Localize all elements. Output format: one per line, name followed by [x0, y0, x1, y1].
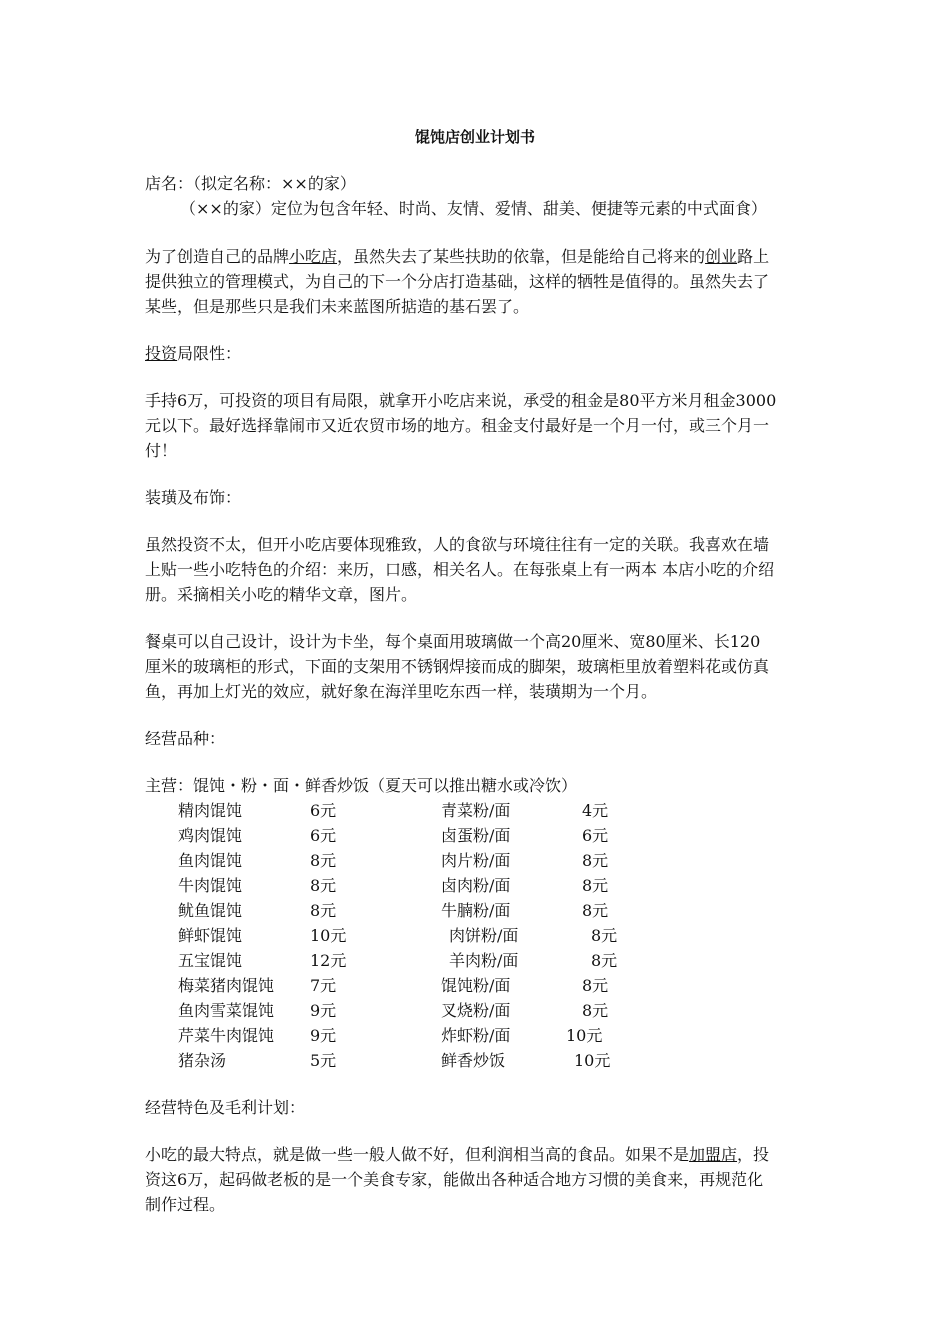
- right-dish-name: 鲜香炒饭: [441, 1051, 506, 1070]
- menu-row: [0, 1024, 950, 1048]
- left-dish-name: 猪杂汤: [178, 1051, 227, 1070]
- left-dish-name: 梅菜猪肉馄饨: [178, 976, 275, 995]
- right-dish-name: 青菜粉/面: [441, 801, 511, 820]
- left-dish-name: 五宝馄饨: [178, 951, 243, 970]
- left-dish-price: 8元: [310, 851, 337, 870]
- table-design-line-1: 餐桌可以自己设计，设计为卡坐，每个桌面用玻璃做一个高20厘米、宽80厘米、长120: [145, 632, 761, 651]
- right-dish-price: 8元: [582, 1001, 609, 1020]
- invest-line-1: 手持6万，可投资的项目有局限，就拿开小吃店来说，承受的租金是80平方米月租金3000: [145, 391, 777, 410]
- left-dish-price: 6元: [310, 826, 337, 845]
- left-dish-price: 5元: [310, 1051, 337, 1070]
- right-dish-price: 8元: [582, 876, 609, 895]
- left-dish-price: 6元: [310, 801, 337, 820]
- menu-row: [0, 999, 950, 1023]
- invest-heading-text: 局限性：: [177, 344, 242, 363]
- menu-row: [0, 899, 950, 923]
- main-offerings-line: 主营：馄饨・粉・面・鲜香炒饭（夏天可以推出糖水或冷饮）: [145, 776, 578, 795]
- intro-line-2: 提供独立的管理模式，为自己的下一个分店打造基础，这样的牺牲是值得的。虽然失去了: [145, 272, 770, 291]
- decor-line-1: 虽然投资不太，但开小吃店要体现雅致，人的食欲与环境往往有一定的关联。我喜欢在墙: [145, 535, 770, 554]
- decor-line-3: 册。采摘相关小吃的精华文章，图片。: [145, 585, 418, 604]
- decor-heading: 装璜及布饰：: [145, 488, 242, 507]
- intro-text: ，虽然失去了某些扶助的依靠，但是能给自己将来的: [337, 247, 706, 266]
- left-dish-price: 7元: [310, 976, 337, 995]
- intro-text: 路上: [737, 247, 770, 266]
- left-dish-name: 芹菜牛肉馄饨: [178, 1026, 275, 1045]
- profit-line-2: 资这6万，起码做老板的是一个美食专家，能做出各种适合地方习惯的美食来，再规范化: [145, 1170, 764, 1189]
- left-dish-name: 鸡肉馄饨: [178, 826, 243, 845]
- profit-heading: 经营特色及毛利计划：: [145, 1098, 306, 1117]
- right-dish-name: 牛腩粉/面: [441, 901, 511, 920]
- left-dish-name: 精肉馄饨: [178, 801, 243, 820]
- table-design-line-2: 厘米的玻璃柜的形式，下面的支架用不锈钢焊接而成的脚架，玻璃柜里放着塑料花或仿真: [145, 657, 770, 676]
- left-dish-name: 鱼肉雪菜馄饨: [178, 1001, 275, 1020]
- positioning-line: （××的家）定位为包含年轻、时尚、友情、爱情、甜美、便捷等元素的中式面食）: [180, 199, 767, 218]
- shop-name-line: 店名：（拟定名称：××的家）: [145, 174, 356, 193]
- right-dish-name: 卤蛋粉/面: [441, 826, 511, 845]
- right-dish-name: 馄饨粉/面: [441, 976, 511, 995]
- right-dish-name: 炸虾粉/面: [441, 1026, 511, 1045]
- right-dish-name: 肉片粉/面: [441, 851, 511, 870]
- right-dish-price: 4元: [582, 801, 609, 820]
- left-dish-price: 9元: [310, 1026, 337, 1045]
- right-dish-name: 叉烧粉/面: [441, 1001, 511, 1020]
- intro-line-3: 某些，但是那些只是我们未来蓝图所掂造的基石罢了。: [145, 297, 530, 316]
- right-dish-price: 8元: [582, 901, 609, 920]
- invest-line-3: 付！: [145, 441, 178, 460]
- investment-link[interactable]: 投资: [145, 344, 178, 363]
- left-dish-name: 鲜虾馄饨: [178, 926, 243, 945]
- invest-heading: [145, 342, 825, 366]
- left-dish-price: 8元: [310, 901, 337, 920]
- table-design-line-3: 鱼，再加上灯光的效应，就好象在海洋里吃东西一样，装璜期为一个月。: [145, 682, 658, 701]
- menu-row: [0, 949, 950, 973]
- menu-row: [0, 799, 950, 823]
- intro-text: 为了创造自己的品牌: [145, 247, 290, 266]
- left-dish-price: 10元: [310, 926, 347, 945]
- left-dish-name: 鱿鱼馄饨: [178, 901, 243, 920]
- intro-line-1: [145, 245, 825, 269]
- left-dish-name: 鱼肉馄饨: [178, 851, 243, 870]
- decor-line-2: 上贴一些小吃特色的介绍：来历，口感，相关名人。在每张桌上有一两本 本店小吃的介绍: [145, 560, 775, 579]
- right-dish-price: 10元: [566, 1026, 603, 1045]
- menu-row: [0, 924, 950, 948]
- snack-shop-link[interactable]: 小吃店: [289, 247, 338, 266]
- franchise-store-link[interactable]: 加盟店: [689, 1145, 738, 1164]
- menu-row: [0, 874, 950, 898]
- document-title: 馄饨店创业计划书: [414, 128, 535, 146]
- right-dish-price: 8元: [582, 976, 609, 995]
- right-dish-price: 8元: [582, 851, 609, 870]
- menu-row: [0, 824, 950, 848]
- profit-text: 小吃的最大特点，就是做一些一般人做不好，但利润相当高的食品。如果不是: [145, 1145, 690, 1164]
- left-dish-name: 牛肉馄饨: [178, 876, 243, 895]
- right-dish-price: 8元: [591, 926, 618, 945]
- profit-text: ，投: [737, 1145, 770, 1164]
- profit-line-1: [145, 1143, 825, 1167]
- menu-row: [0, 1049, 950, 1073]
- profit-line-3: 制作过程。: [145, 1195, 226, 1214]
- right-dish-price: 8元: [591, 951, 618, 970]
- right-dish-name: 羊肉粉/面: [449, 951, 519, 970]
- left-dish-price: 8元: [310, 876, 337, 895]
- menu-row: [0, 849, 950, 873]
- left-dish-price: 12元: [310, 951, 347, 970]
- varieties-heading: 经营品种：: [145, 729, 226, 748]
- right-dish-name: 肉饼粉/面: [449, 926, 519, 945]
- menu-row: [0, 974, 950, 998]
- right-dish-price: 10元: [574, 1051, 611, 1070]
- invest-line-2: 元以下。最好选择靠闹市又近农贸市场的地方。租金支付最好是一个月一付，或三个月一: [145, 416, 770, 435]
- startup-link[interactable]: 创业: [705, 247, 738, 266]
- right-dish-name: 卤肉粉/面: [441, 876, 511, 895]
- right-dish-price: 6元: [582, 826, 609, 845]
- left-dish-price: 9元: [310, 1001, 337, 1020]
